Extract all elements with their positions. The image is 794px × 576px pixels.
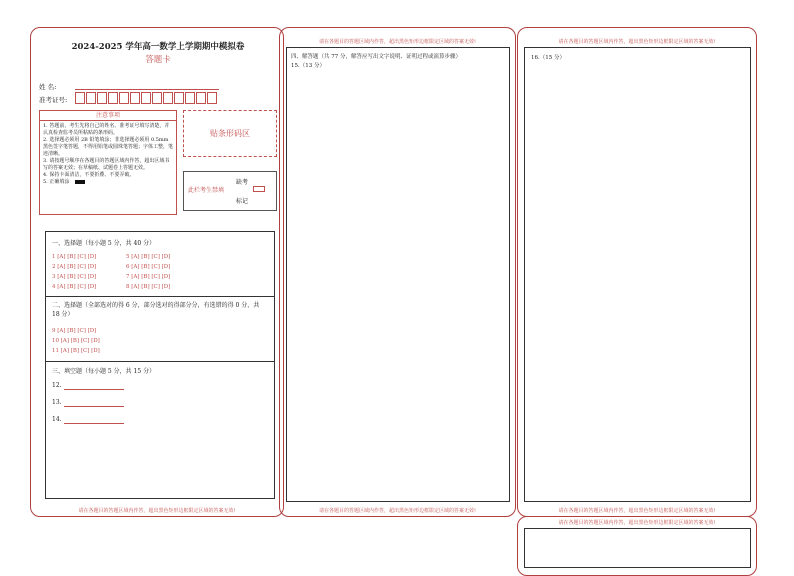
name-field[interactable] — [75, 89, 219, 90]
section2-title: 二、选择题（全部选对的得 6 分，部分选对的得部分分，有选错的得 0 分，共 18 分） — [52, 302, 260, 318]
notice-item: 1. 答题前，考生先将自己的姓名、准考证号填写清楚，并认真检查监考员所粘贴的条形码。 — [43, 123, 170, 136]
filled-sample-icon — [75, 180, 85, 184]
q13-answer-line[interactable] — [64, 406, 124, 407]
warning-text: 请在各题目的答题区域内作答，超出黑色矩形边框限定区域的答案无效! — [78, 508, 236, 514]
page-subtitle: 答题卡 — [145, 55, 171, 65]
mcq-row[interactable]: 4 [A] [B] [C] [D] — [52, 284, 97, 290]
notice-item-label: 5. 正确填涂 — [43, 179, 70, 185]
notice-box — [39, 110, 177, 215]
answer-box-next[interactable] — [524, 528, 751, 568]
answer-box-15[interactable] — [286, 47, 510, 502]
warning-text: 请在各题目的答题区域内作答，超出黑色矩形边框限定区域的答案无效! — [558, 520, 716, 526]
mcq-row[interactable]: 3 [A] [B] [C] [D] — [52, 274, 97, 280]
page-title: 2024-2025 学年高一数学上学期期中模拟卷 — [71, 42, 245, 52]
q12-label: 12. — [52, 382, 62, 389]
notice-item: 4. 保持卡面清洁，不要折叠、不要弄破。 — [43, 172, 135, 178]
warning-text: 请在各题目的答题区域内作答，超出黑色矩形边框限定区域的答案无效! — [318, 508, 476, 514]
notice-item: 3. 请按题号顺序在各题目的答题区域内作答，超出区域书写的答案无效；在草稿纸、试题卷上答题无效。 — [43, 158, 170, 171]
name-label: 姓 名: — [39, 83, 57, 91]
mcq-row[interactable]: 2 [A] [B] [C] [D] — [52, 264, 97, 270]
notice-item: 2. 选择题必须用 2B 铅笔填涂；非选择题必须用 0.5mm 黑色签字笔答题，不得用铅笔或圆珠笔答题；字体工整，笔迹清晰。 — [43, 137, 174, 157]
mcq-row[interactable]: 11 [A] [B] [C] [D] — [52, 348, 100, 354]
panel-bottom-right — [517, 516, 757, 576]
warning-text: 请在各题目的答题区域内作答，超出黑色矩形边框限定区域的答案无效! — [558, 508, 716, 514]
absent-label-bottom: 标记 — [236, 198, 249, 205]
mcq-row[interactable]: 6 [A] [B] [C] [D] — [126, 264, 171, 270]
notice-item — [43, 179, 173, 186]
barcode-label: 贴条形码区 — [210, 129, 250, 138]
q12-answer-line[interactable] — [64, 389, 124, 390]
warning-text: 请在各题目的答题区域内作答，超出黑色矩形边框限定区域的答案无效! — [558, 39, 716, 45]
answer-box-16[interactable] — [524, 47, 751, 502]
absent-forbid-label: 此栏考生禁填 — [188, 187, 225, 194]
q14-answer-line[interactable] — [64, 423, 124, 424]
mcq-row[interactable]: 10 [A] [B] [C] [D] — [52, 338, 100, 344]
q16-label: 16.（15 分） — [531, 55, 565, 61]
mcq-row[interactable]: 5 [A] [B] [C] [D] — [126, 254, 171, 260]
mcq-row[interactable]: 9 [A] [B] [C] [D] — [52, 328, 97, 334]
section4-title: 四、解答题（共 77 分，解答应写出文字说明、证明过程或演算步骤） — [291, 54, 461, 60]
id-grid[interactable] — [75, 92, 218, 104]
panel-right — [517, 27, 757, 517]
divider — [46, 361, 274, 362]
mcq-row[interactable]: 8 [A] [B] [C] [D] — [126, 284, 171, 290]
panel-left — [30, 27, 284, 517]
divider — [46, 296, 274, 297]
q14-label: 14. — [52, 416, 62, 423]
q15-label: 15.（13 分） — [291, 63, 325, 69]
panel-middle — [279, 27, 516, 517]
q13-label: 13. — [52, 399, 62, 406]
mcq-row[interactable]: 1 [A] [B] [C] [D] — [52, 254, 97, 260]
section1-title: 一、选择题（每小题 5 分，共 40 分） — [52, 240, 156, 247]
id-label: 准考证号: — [39, 96, 68, 104]
answer-box-left — [45, 231, 275, 499]
section3-title: 三、填空题（每小题 5 分，共 15 分） — [52, 368, 156, 375]
notice-title: 注意事项 — [40, 111, 176, 121]
absent-box — [183, 171, 277, 211]
absent-checkbox[interactable] — [253, 186, 265, 192]
mcq-row[interactable]: 7 [A] [B] [C] [D] — [126, 274, 171, 280]
absent-label-top: 缺考 — [236, 179, 249, 186]
warning-text: 请在各题目的答题区域内作答，超出黑色矩形边框限定区域的答案无效! — [318, 39, 476, 45]
barcode-area — [183, 110, 277, 157]
